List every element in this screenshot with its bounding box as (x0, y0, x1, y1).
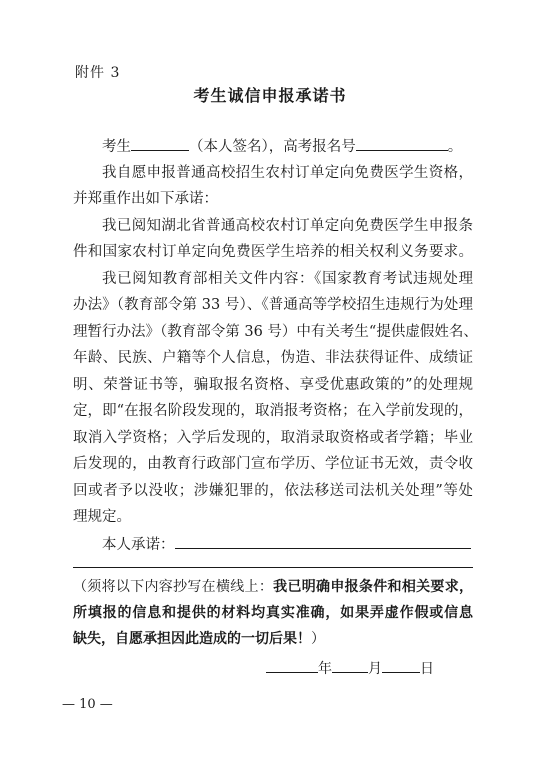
note-line (73, 629, 473, 649)
body-line: 并郑重作出如下承诺： (73, 191, 218, 207)
examinee-label: 考生 (102, 139, 131, 155)
body-line: 件和国家农村订单定向免费医学生培养的相关权利义务要求。 (73, 244, 473, 260)
note-text: 我已明确申报条件和相关要求， (273, 579, 474, 595)
body-line: 定，即“在报名阶段发现的，取消报考资格；在入学前发现的， (73, 403, 473, 419)
day-blank (382, 658, 420, 673)
day-label: 日 (420, 661, 434, 677)
promise-label: 本人承诺： (102, 537, 175, 553)
note-text: 缺失，自愿承担因此造成的一切后果！ (73, 631, 311, 647)
body-line: 明、荣誉证书等，骗取报名资格、享受优惠政策的”的处理规 (73, 377, 473, 393)
year-label: 年 (318, 661, 332, 677)
body-line: 我自愿申报普通高校招生农村订单定向免费医学生资格， (102, 165, 473, 181)
month-label: 月 (368, 661, 382, 677)
body-line: 理规定。 (73, 509, 131, 525)
note-line (73, 577, 473, 597)
attachment-label: 附件 3 (75, 65, 121, 81)
signature-line (73, 136, 473, 157)
document-title: 考生诚信申报承诺书 (193, 86, 347, 105)
promise-writing-line (73, 567, 473, 568)
promise-blank (175, 534, 471, 549)
note-suffix: ） (311, 631, 325, 647)
period: 。 (447, 139, 463, 155)
year-blank (266, 658, 318, 673)
body-line: 办法》（教育部令第 33 号）、《普通高等学校招生违规行为处理 (73, 297, 473, 313)
note-prefix: （须将以下内容抄写在横线上： (73, 579, 274, 595)
body-line: 取消入学资格；入学后发现的，取消录取资格或者学籍；毕业 (73, 430, 473, 446)
examinee-name-blank (131, 136, 189, 151)
note-line: 所填报的信息和提供的材料均真实准确，如果弄虚作假或信息 (73, 605, 473, 621)
promise-line (73, 534, 473, 555)
body-line: 我已阅知教育部相关文件内容：《国家教育考试违规处理 (102, 271, 473, 287)
body-line: 我已阅知湖北省普通高校农村订单定向免费医学生申报条 (102, 218, 473, 234)
body-line: 后发现的，由教育行政部门宣布学历、学位证书无效，责令收 (73, 456, 473, 472)
signature-note: （本人签名），高考报名号 (189, 139, 356, 155)
registration-number-blank (356, 136, 448, 151)
body-line: 年龄、民族、户籍等个人信息，伪造、非法获得证件、成绩证 (73, 350, 473, 366)
date-line (266, 658, 434, 678)
page-number: — 10 — (62, 697, 113, 712)
body-line: 回或者予以没收；涉嫌犯罪的，依法移送司法机关处理”等处 (73, 483, 473, 499)
body-line: 理暂行办法》（教育部令第 36 号）中有关考生“提供虚假姓名、 (73, 324, 478, 340)
month-blank (332, 658, 368, 673)
